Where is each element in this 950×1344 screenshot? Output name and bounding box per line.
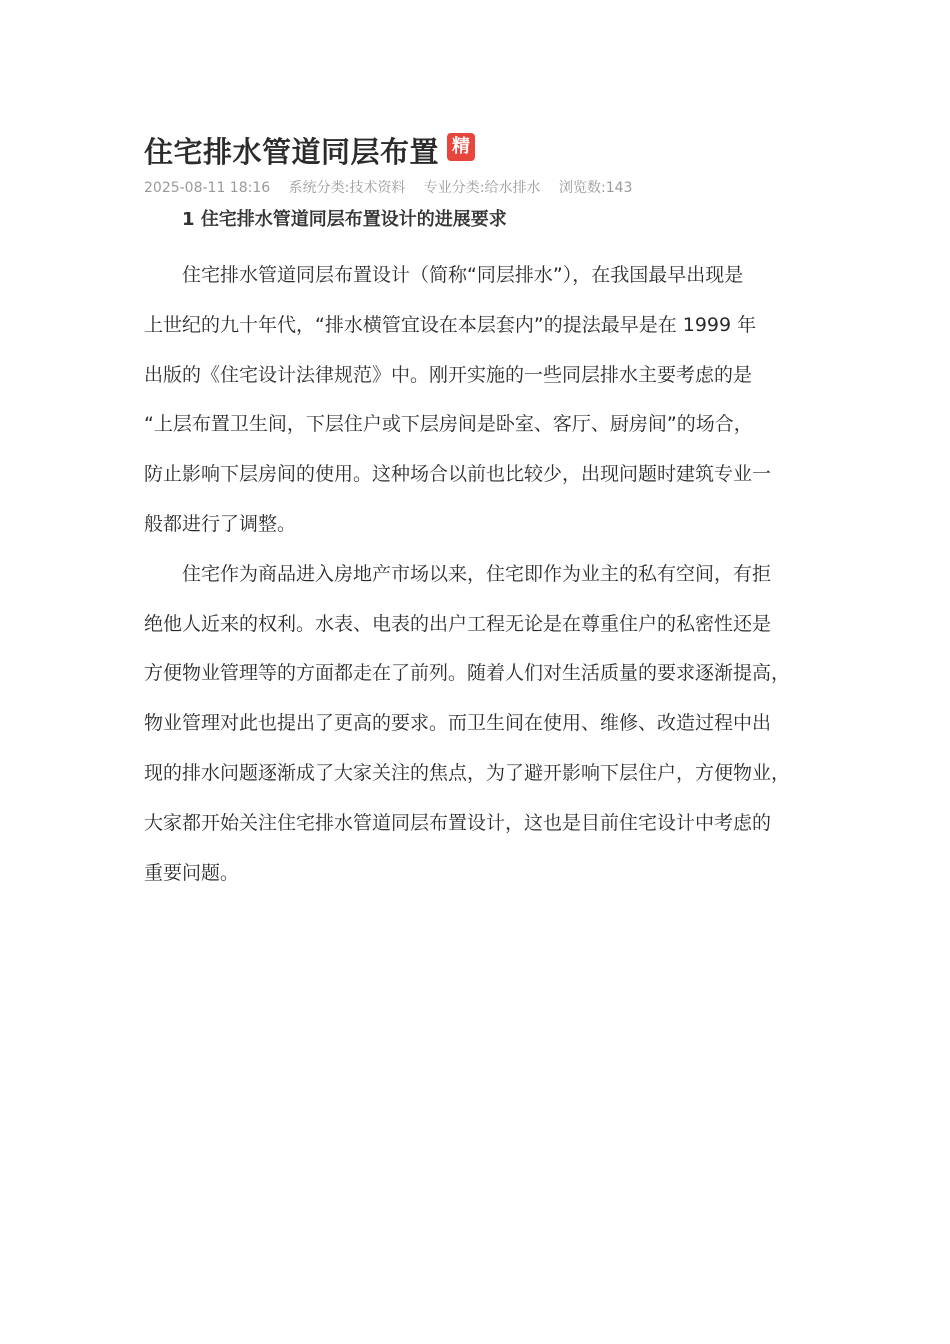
publish-datetime: 2025-08-11 18:16 bbox=[144, 180, 271, 196]
paragraph-2 bbox=[144, 550, 810, 899]
paragraph-line: 重要问题。 bbox=[144, 861, 240, 884]
paragraph-line: 物业管理对此也提出了更高的要求。而卫生间在使用、维修、改造过程中出 bbox=[144, 712, 772, 735]
paragraph-line: 住宅作为商品进入房地产市场以来，住宅即作为业主的私有空间，有拒 bbox=[182, 562, 772, 585]
title-row bbox=[144, 128, 810, 172]
article-content bbox=[144, 203, 810, 898]
paragraph-line: “上层布置卫生间，下层住户或下层房间是卧室、客厅、厨房间”的场合， bbox=[144, 413, 753, 436]
article-meta bbox=[144, 177, 810, 197]
paragraph-line: 方便物业管理等的方面都走在了前列。随着人们对生活质量的要求逐渐提高， bbox=[144, 662, 791, 685]
view-count-label: 浏览数: bbox=[558, 180, 606, 196]
system-category-label: 系统分类: bbox=[288, 180, 350, 196]
paragraph-line: 现的排水问题逐渐成了大家关注的焦点，为了避开影响下层住户，方便物业， bbox=[144, 761, 791, 784]
view-count-value: 143 bbox=[605, 180, 633, 196]
paragraph-line: 防止影响下层房间的使用。这种场合以前也比较少，出现问题时建筑专业一 bbox=[144, 463, 772, 486]
paragraph-line: 般都进行了调整。 bbox=[144, 512, 297, 535]
view-count bbox=[559, 180, 632, 196]
major-category-value[interactable]: 给水排水 bbox=[484, 180, 541, 196]
paragraph-line: 出版的《住宅设计法律规范》中。刚开实施的一些同层排水主要考虑的是 bbox=[144, 363, 753, 386]
paragraph-line: 大家都开始关注住宅排水管道同层布置设计，这也是目前住宅设计中考虑的 bbox=[144, 811, 772, 834]
system-category-value[interactable]: 技术资料 bbox=[349, 180, 406, 196]
section-heading: 1 住宅排水管道同层布置设计的进展要求 bbox=[182, 209, 507, 230]
system-category bbox=[289, 180, 406, 196]
article bbox=[144, 128, 810, 898]
major-category-label: 专业分类: bbox=[423, 180, 485, 196]
article-title: 住宅排水管道同层布置 bbox=[144, 134, 440, 169]
paragraph-line: 上世纪的九十年代，“排水横管宜设在本层套内”的提法最早是在 1999 年 bbox=[144, 313, 757, 336]
featured-badge: 精 bbox=[447, 133, 475, 161]
paragraph-line: 住宅排水管道同层布置设计（简称“同层排水”），在我国最早出现是 bbox=[182, 264, 744, 286]
paragraph-line: 绝他人近来的权利。水表、电表的出户工程无论是在尊重住户的私密性还是 bbox=[144, 612, 772, 635]
major-category bbox=[424, 180, 541, 196]
paragraph-1 bbox=[144, 251, 810, 550]
